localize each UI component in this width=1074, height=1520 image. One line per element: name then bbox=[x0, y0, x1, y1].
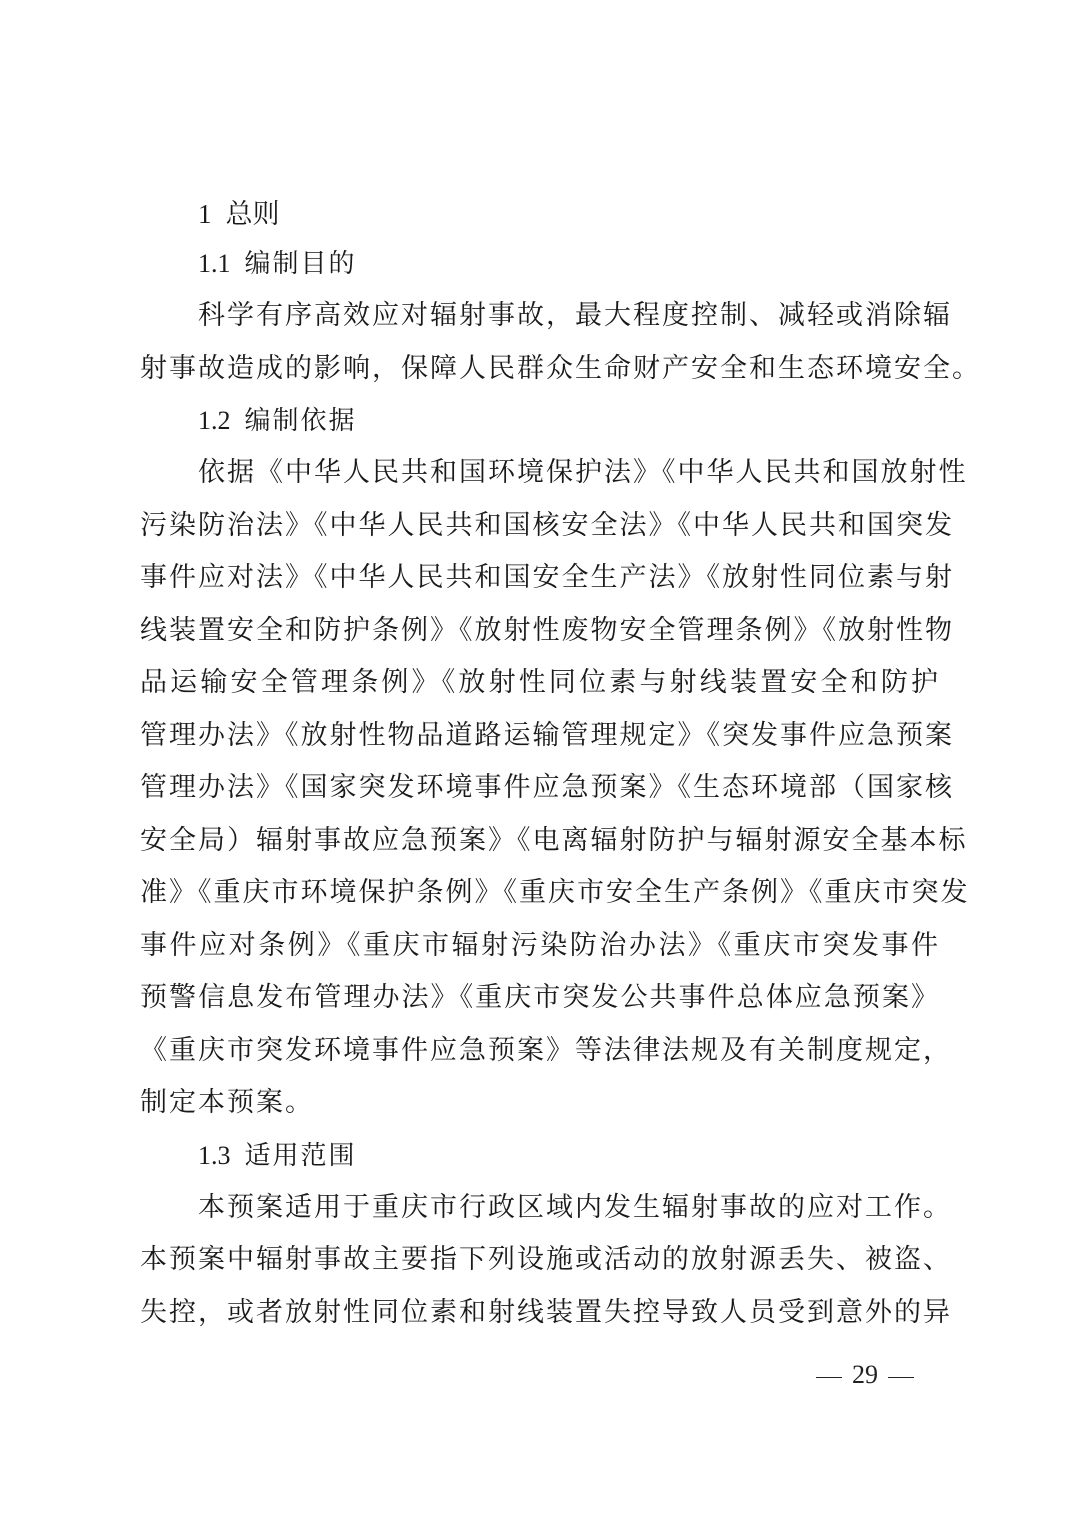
section-number: 1 bbox=[198, 199, 212, 229]
text-line: 安全局）辐射事故应急预案》《电离辐射防护与辐射源安全基本标 bbox=[140, 824, 968, 856]
page-number: 29 bbox=[852, 1360, 878, 1389]
text-line: 事件应对法》《中华人民共和国安全生产法》《放射性同位素与射 bbox=[140, 562, 954, 593]
footer-dash-right bbox=[888, 1377, 914, 1378]
section-number: 1.1 bbox=[198, 249, 231, 278]
section-title: 编制依据 bbox=[244, 406, 357, 436]
section-number: 1.2 bbox=[198, 406, 231, 435]
section-heading-1-1 bbox=[140, 238, 940, 290]
page-footer bbox=[806, 1360, 924, 1390]
text-line: 《重庆市突发环境事件应急预案》等法律法规及有关制度规定， bbox=[140, 1034, 952, 1066]
text-line: 事件应对条例》《重庆市辐射污染防治办法》《重庆市突发事件 bbox=[140, 929, 940, 961]
section-heading-1 bbox=[140, 190, 940, 238]
text-line: 依据《中华人民共和国环境保护法》《中华人民共和国放射性 bbox=[198, 457, 968, 488]
text-line: 准》《重庆市环境保护条例》《重庆市安全生产条例》《重庆市突发 bbox=[140, 877, 970, 908]
text-line: 本预案适用于重庆市行政区域内发生辐射事故的应对工作。 bbox=[198, 1191, 952, 1223]
section-heading-1-3 bbox=[140, 1130, 940, 1182]
text-line: 射事故造成的影响，保障人民群众生命财产安全和生态环境安全。 bbox=[140, 352, 981, 384]
text-line: 线装置安全和防护条例》《放射性废物安全管理条例》《放射性物 bbox=[140, 614, 954, 646]
text-line: 制定本预案。 bbox=[140, 1087, 314, 1118]
section-title: 适用范围 bbox=[244, 1140, 357, 1171]
section-title: 总则 bbox=[225, 199, 280, 230]
page-content bbox=[140, 190, 981, 1339]
text-line: 本预案中辐射事故主要指下列设施或活动的放射源丢失、被盗、 bbox=[140, 1244, 952, 1275]
section-title: 编制目的 bbox=[244, 249, 357, 279]
text-line: 品运输安全管理条例》《放射性同位素与射线装置安全和防护 bbox=[140, 667, 940, 698]
paragraph-basis bbox=[140, 447, 970, 1130]
text-line: 科学有序高效应对辐射事故，最大程度控制、减轻或消除辐 bbox=[198, 300, 952, 331]
text-line: 管理办法》《放射性物品道路运输管理规定》《突发事件应急预案 bbox=[140, 719, 954, 751]
section-number: 1.3 bbox=[198, 1140, 231, 1170]
footer-dash-left bbox=[816, 1377, 842, 1378]
text-line: 管理办法》《国家突发环境事件应急预案》《生态环境部（国家核 bbox=[140, 772, 954, 803]
text-line: 污染防治法》《中华人民共和国核安全法》《中华人民共和国突发 bbox=[140, 509, 954, 541]
section-heading-1-2 bbox=[140, 395, 940, 447]
paragraph-scope bbox=[140, 1182, 952, 1340]
paragraph-purpose bbox=[140, 290, 981, 395]
text-line: 预警信息发布管理办法》《重庆市突发公共事件总体应急预案》 bbox=[140, 982, 940, 1013]
text-line: 失控，或者放射性同位素和射线装置失控导致人员受到意外的异 bbox=[140, 1296, 952, 1328]
